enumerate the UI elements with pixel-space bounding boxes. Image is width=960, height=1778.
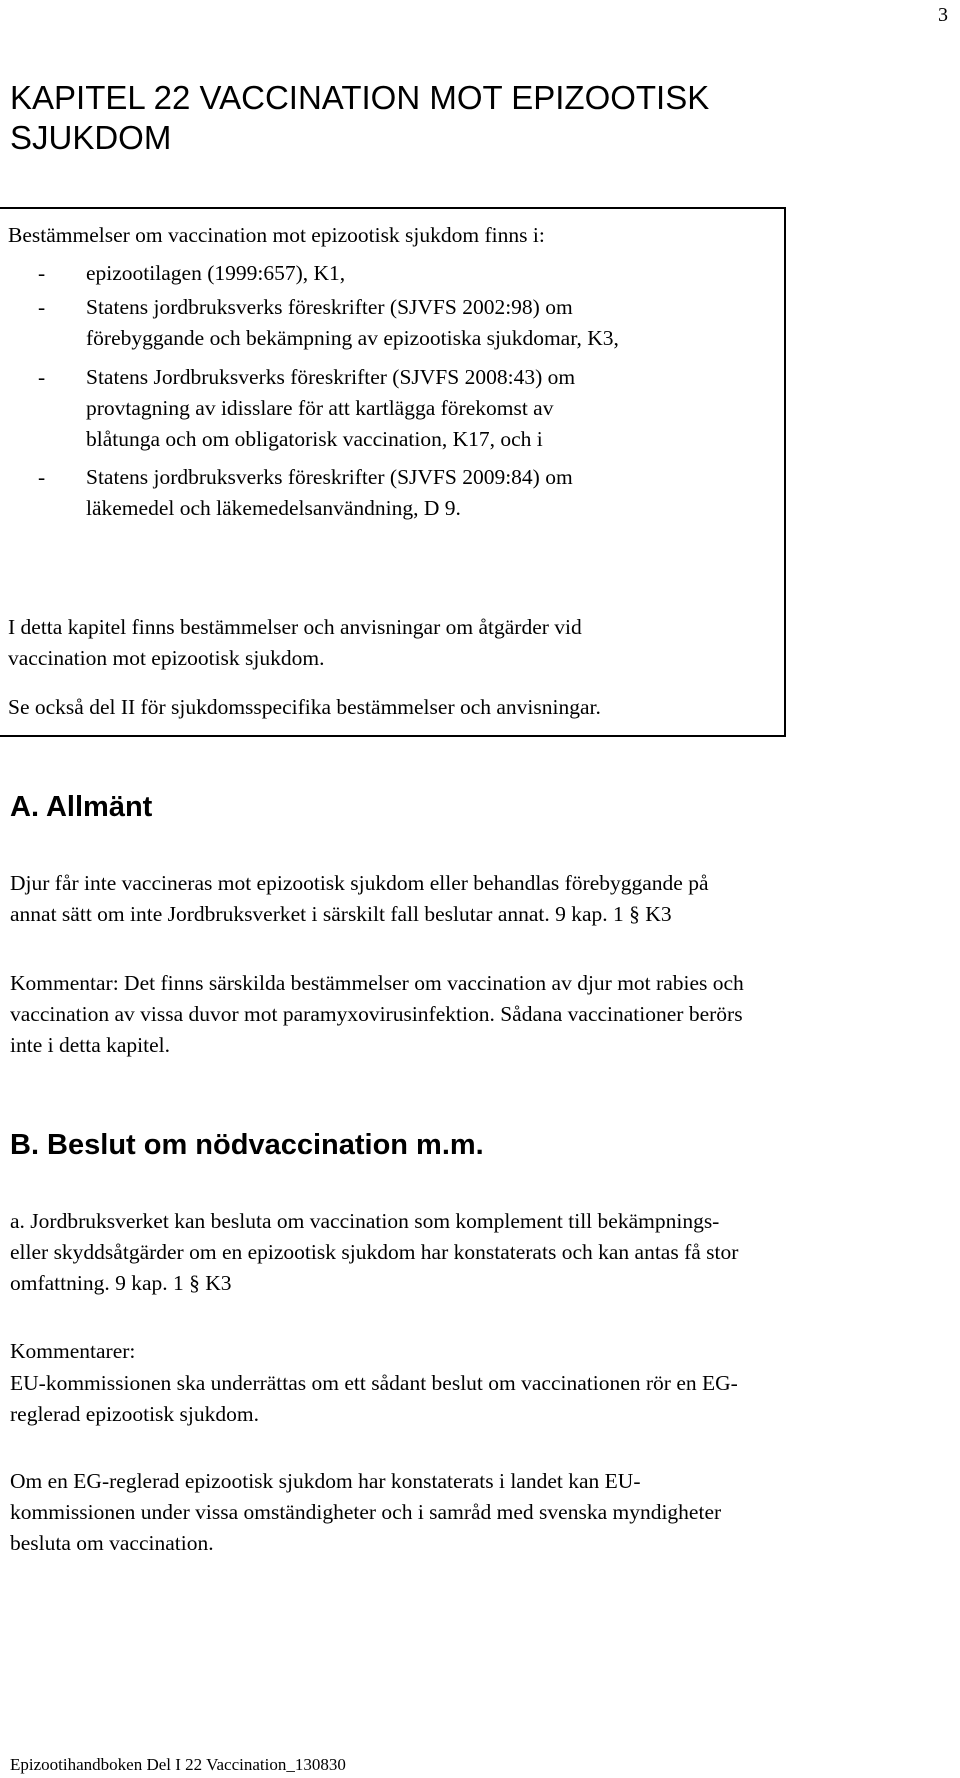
section-a-heading: A. Allmänt <box>10 791 153 823</box>
text-line: I detta kapitel finns bestämmelser och anvisningar om åtgärder vid <box>8 615 582 639</box>
page-footer: Epizootihandboken Del I 22 Vaccination_130830 <box>10 1755 346 1774</box>
list-dash: - <box>38 365 46 389</box>
list-dash: - <box>38 295 46 319</box>
section-b-comment-1 <box>10 1368 955 1430</box>
section-b-heading: B. Beslut om nödvaccination m.m. <box>10 1129 484 1161</box>
text-line: EU-kommissionen ska underrättas om ett sådant beslut om vaccinationen rör en EG- <box>10 1371 738 1395</box>
text-line: vaccination av vissa duvor mot paramyxovirusinfektion. Sådana vaccinationer berörs <box>10 1002 743 1026</box>
section-b-paragraph-a <box>10 1206 955 1299</box>
page-number: 3 <box>938 4 948 26</box>
list-dash: - <box>38 465 46 489</box>
list-item-text: provtagning av idisslare för att kartlägga förekomst av <box>86 396 554 420</box>
legal-reference-list <box>8 258 778 518</box>
text-line: kommissionen under vissa omständigheter och i samråd med svenska myndigheter <box>10 1500 722 1524</box>
list-item-text: Statens jordbruksverks föreskrifter (SJVFS 2002:98) om <box>86 295 573 319</box>
text-line: omfattning. 9 kap. 1 § K3 <box>10 1271 232 1295</box>
list-item <box>8 258 778 289</box>
list-item-text: läkemedel och läkemedelsanvändning, D 9. <box>86 496 461 520</box>
list-item-text: blåtunga och om obligatorisk vaccination, K17, och i <box>86 427 543 451</box>
box-see-also: Se också del II för sjukdomsspecifika bestämmelser och anvisningar. <box>8 695 601 719</box>
list-item <box>8 362 778 455</box>
chapter-title <box>10 78 890 158</box>
text-line: vaccination mot epizootisk sjukdom. <box>8 646 325 670</box>
list-item-text: förebyggande och bekämpning av epizootiska sjukdomar, K3, <box>86 326 619 350</box>
text-line: reglerad epizootisk sjukdom. <box>10 1402 259 1426</box>
text-line: Om en EG-reglerad epizootisk sjukdom har konstaterats i landet kan EU- <box>10 1469 641 1493</box>
list-item-text: Statens Jordbruksverks föreskrifter (SJVFS 2008:43) om <box>86 365 576 389</box>
text-line: Kommentar: Det finns särskilda bestämmelser om vaccination av djur mot rabies och <box>10 971 744 995</box>
text-line: a. Jordbruksverket kan besluta om vaccination som komplement till bekämpnings- <box>10 1209 720 1233</box>
box-intro: Bestämmelser om vaccination mot epizootisk sjukdom finns i: <box>8 223 545 247</box>
list-item <box>8 292 778 354</box>
section-b-comments-label: Kommentarer: <box>10 1339 136 1363</box>
chapter-title-line: KAPITEL 22 VACCINATION MOT EPIZOOTISK <box>10 79 710 116</box>
section-b-comment-2 <box>10 1466 955 1559</box>
text-line: inte i detta kapitel. <box>10 1033 171 1057</box>
section-a-paragraph <box>10 868 955 930</box>
list-item-text: Statens jordbruksverks föreskrifter (SJVFS 2009:84) om <box>86 465 573 489</box>
list-item-text: epizootilagen (1999:657), K1, <box>86 261 346 285</box>
text-line: besluta om vaccination. <box>10 1531 214 1555</box>
list-dash: - <box>38 261 46 285</box>
list-item <box>8 462 778 524</box>
text-line: Djur får inte vaccineras mot epizootisk sjukdom eller behandlas förebyggande på <box>10 871 709 895</box>
text-line: annat sätt om inte Jordbruksverket i särskilt fall beslutar annat. 9 kap. 1 § K3 <box>10 902 672 926</box>
box-scope-text <box>8 612 778 674</box>
chapter-title-line: SJUKDOM <box>10 119 172 156</box>
section-a-comment <box>10 968 955 1061</box>
text-line: eller skyddsåtgärder om en epizootisk sjukdom har konstaterats och kan antas få stor <box>10 1240 739 1264</box>
